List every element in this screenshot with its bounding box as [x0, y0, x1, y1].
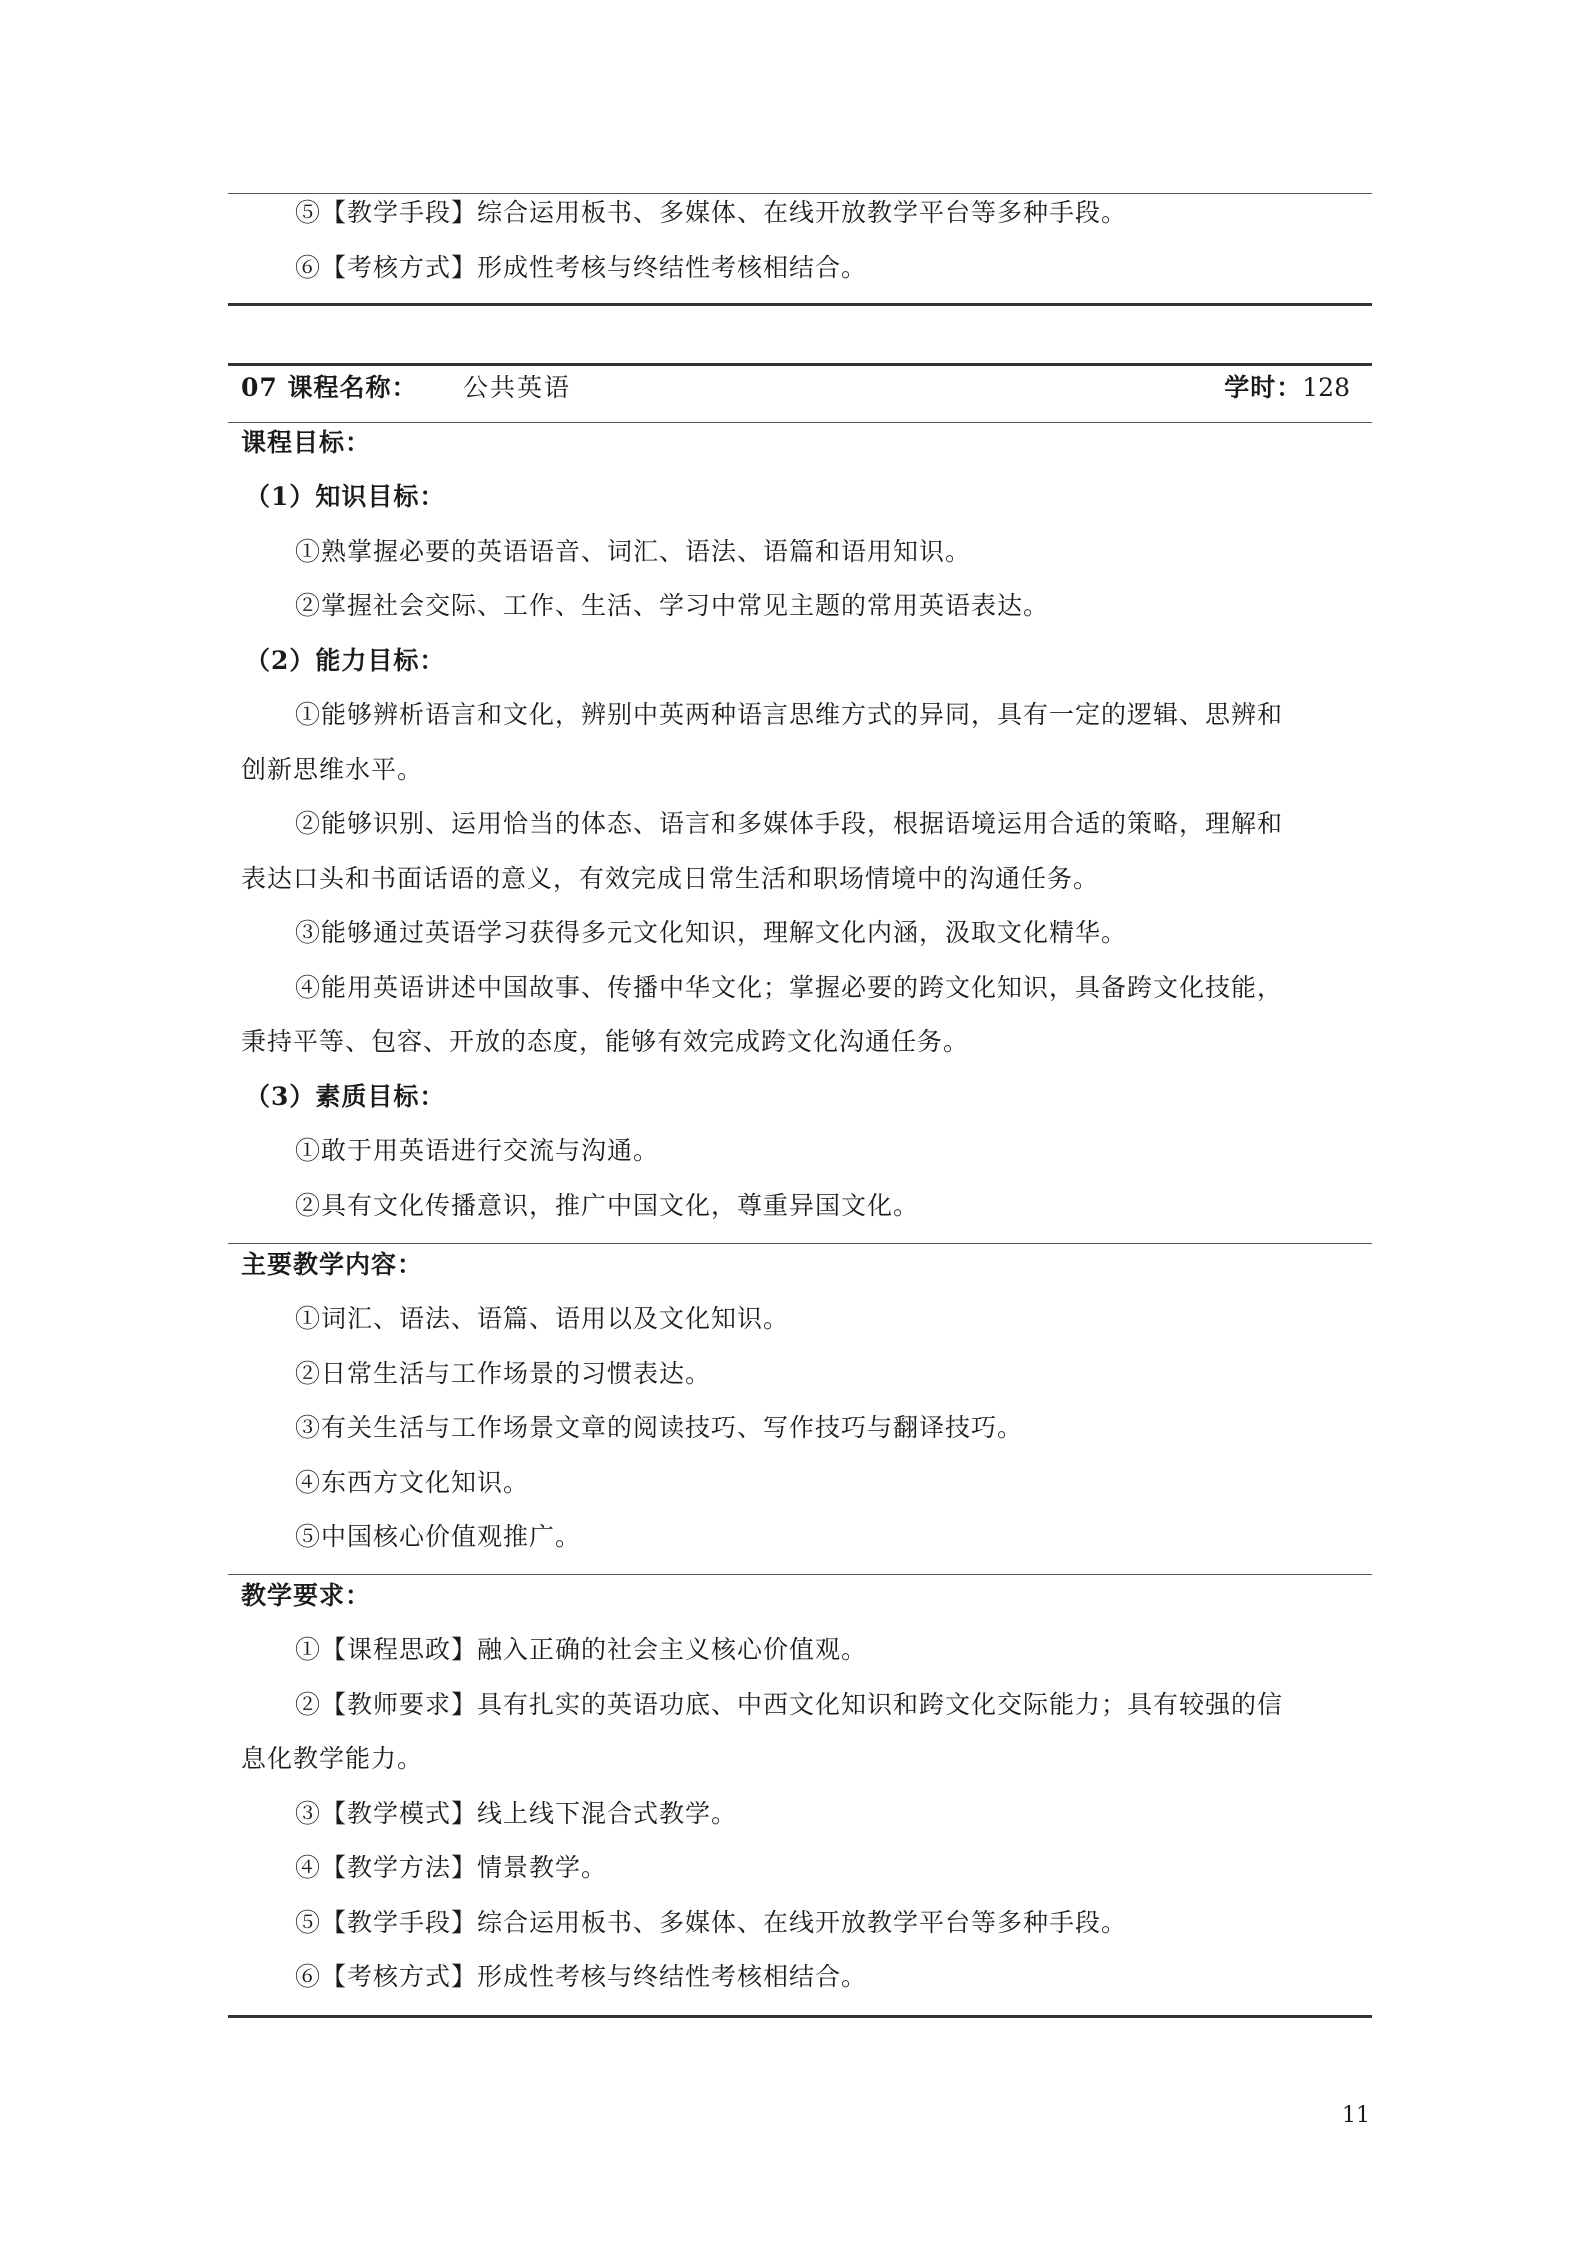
- knowledge-item-1: ①熟掌握必要的英语语音、词汇、语法、语篇和语用知识。: [295, 537, 972, 566]
- page-number: 11: [1342, 2103, 1370, 2128]
- course-header-underline: [228, 422, 1372, 423]
- top-line-2: ⑥【考核方式】形成性考核与终结性考核相结合。: [295, 253, 868, 282]
- requirement-item-3: ③【教学模式】线上线下混合式教学。: [295, 1799, 738, 1828]
- ability-item-1-line-1: ①能够辨析语言和文化，辨别中英两种语言思维方式的异同，具有一定的逻辑、思辨和: [295, 700, 1284, 729]
- quality-item-2: ②具有文化传播意识，推广中国文化，尊重异国文化。: [295, 1191, 920, 1220]
- top-rule: [228, 193, 1372, 194]
- requirements-rule: [228, 1574, 1372, 1575]
- content-item-1: ①词汇、语法、语篇、语用以及文化知识。: [295, 1304, 790, 1333]
- knowledge-item-2: ②掌握社会交际、工作、生活、学习中常见主题的常用英语表达。: [295, 591, 1050, 620]
- ability-heading: （2）能力目标：: [245, 646, 446, 675]
- top-line-1: ⑤【教学手段】综合运用板书、多媒体、在线开放教学平台等多种手段。: [295, 198, 1128, 227]
- ability-item-4-line-2: 秉持平等、包容、开放的态度，能够有效完成跨文化沟通任务。: [241, 1027, 970, 1056]
- content-item-4: ④东西方文化知识。: [295, 1468, 530, 1497]
- content-item-3: ③有关生活与工作场景文章的阅读技巧、写作技巧与翻译技巧。: [295, 1413, 1024, 1442]
- requirement-item-2-line-2: 息化教学能力。: [241, 1744, 424, 1773]
- ability-item-2-line-2: 表达口头和书面话语的意义，有效完成日常生活和职场情境中的沟通任务。: [241, 864, 1100, 893]
- requirement-item-6: ⑥【考核方式】形成性考核与终结性考核相结合。: [295, 1962, 868, 1991]
- section-divider-bottom: [228, 303, 1372, 306]
- ability-item-4-line-1: ④能用英语讲述中国故事、传播中华文化；掌握必要的跨文化知识，具备跨文化技能，: [295, 973, 1284, 1002]
- hours-label: 学时：: [1224, 373, 1303, 402]
- requirement-item-1: ①【课程思政】融入正确的社会主义核心价值观。: [295, 1635, 868, 1664]
- course-bottom-rule: [228, 2015, 1372, 2018]
- ability-item-1-line-2: 创新思维水平。: [241, 755, 424, 784]
- content-heading: 主要教学内容：: [241, 1250, 424, 1279]
- requirements-heading: 教学要求：: [241, 1581, 372, 1610]
- requirement-item-4: ④【教学方法】情景教学。: [295, 1853, 608, 1882]
- ability-item-3: ③能够通过英语学习获得多元文化知识，理解文化内涵，汲取文化精华。: [295, 918, 1128, 947]
- quality-heading: （3）素质目标：: [245, 1082, 446, 1111]
- hours-value: 128: [1302, 373, 1350, 402]
- content-item-5: ⑤中国核心价值观推广。: [295, 1522, 582, 1551]
- goals-heading: 课程目标：: [241, 428, 372, 457]
- ability-item-2-line-1: ②能够识别、运用恰当的体态、语言和多媒体手段，根据语境运用合适的策略，理解和: [295, 809, 1284, 838]
- requirement-item-2-line-1: ②【教师要求】具有扎实的英语功底、中西文化知识和跨文化交际能力；具有较强的信: [295, 1690, 1284, 1719]
- knowledge-heading: （1）知识目标：: [245, 482, 446, 511]
- course-header-rule: [228, 363, 1372, 366]
- content-item-2: ②日常生活与工作场景的习惯表达。: [295, 1359, 712, 1388]
- quality-item-1: ①敢于用英语进行交流与沟通。: [295, 1136, 660, 1165]
- requirement-item-5: ⑤【教学手段】综合运用板书、多媒体、在线开放教学平台等多种手段。: [295, 1908, 1128, 1937]
- content-rule: [228, 1243, 1372, 1244]
- course-hours: [1224, 373, 1350, 403]
- course-label: 07 课程名称：: [241, 373, 418, 402]
- course-name: 公共英语: [463, 373, 572, 402]
